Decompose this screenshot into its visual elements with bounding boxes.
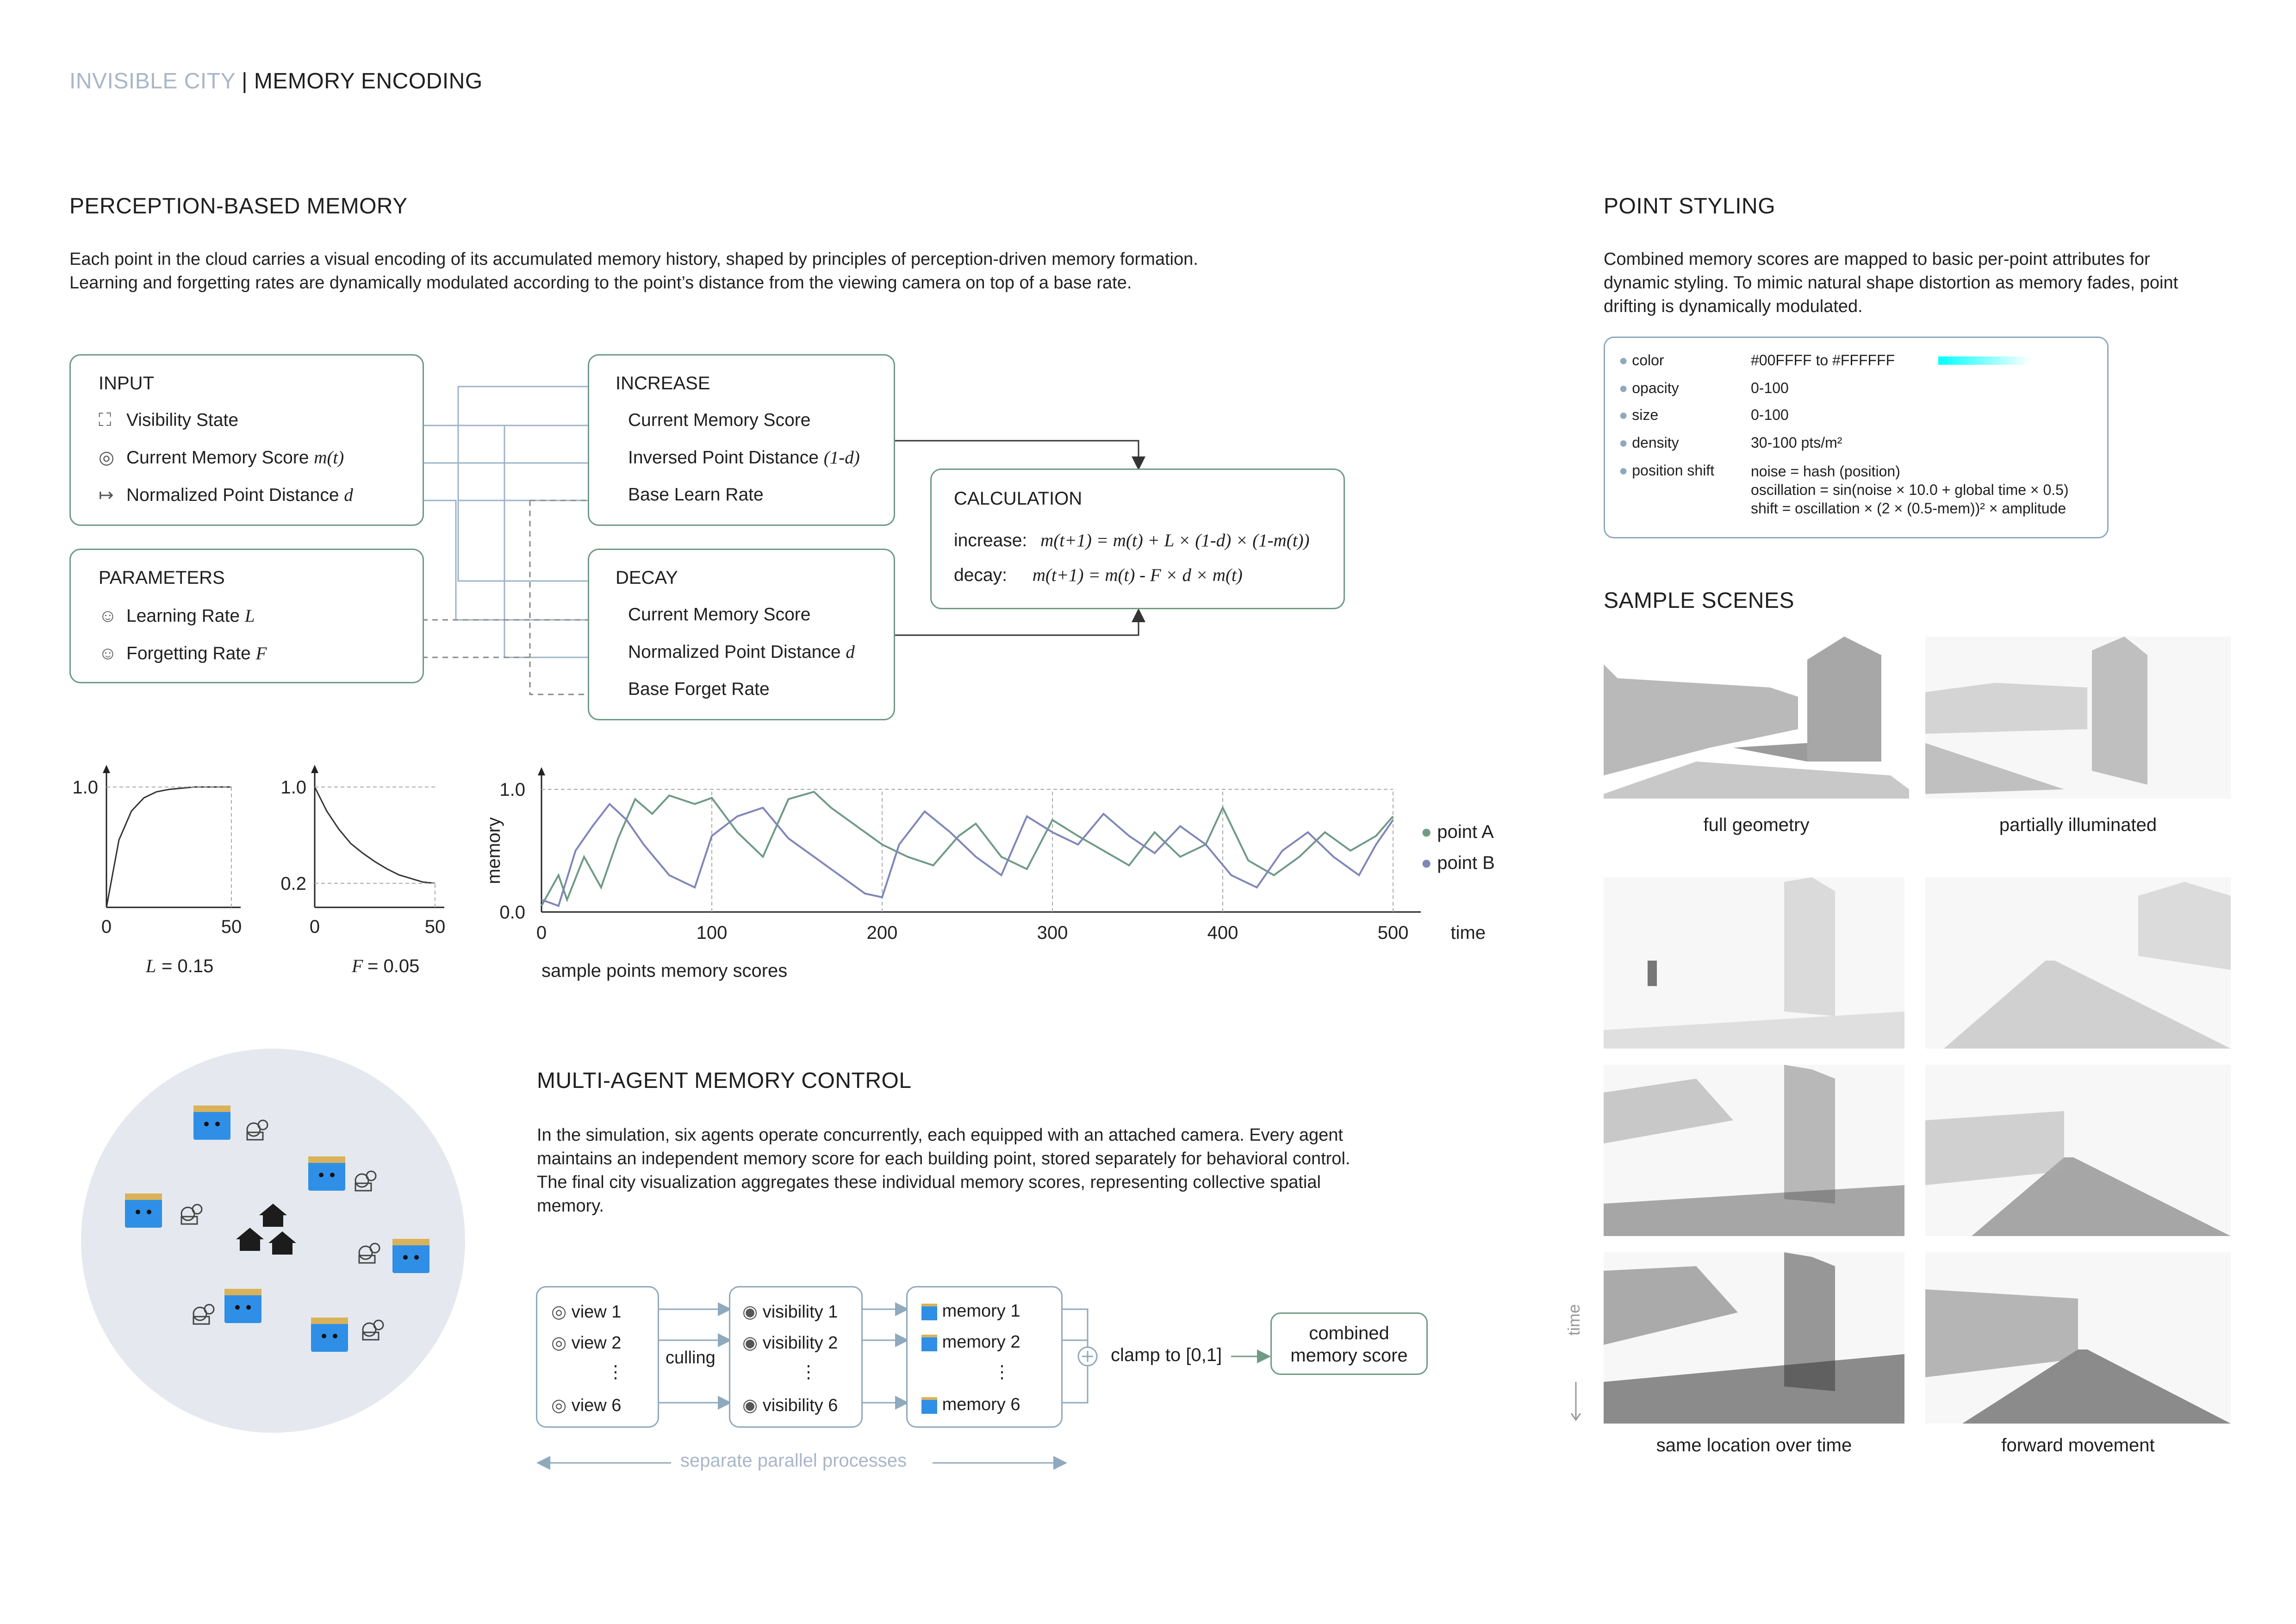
param-forgetting-rate: ☺ Forgetting Rate F [99,643,267,663]
view-item: ◎ view 6 [551,1396,622,1415]
parameters-box-title: PARAMETERS [99,568,225,588]
head-icon: ☺ [99,643,117,663]
agent-icon [921,1335,937,1351]
eye-icon: ◉ [742,1396,758,1415]
attr-value: 30-100 pts/m² [1751,434,1842,451]
color-gradient-swatch [1938,356,2031,365]
parallel-label: separate parallel processes [680,1450,907,1471]
attr-row: ● density [1619,434,1679,451]
distance-icon: ↦ [99,485,114,505]
memory-box [906,1286,1063,1428]
perception-line-2: Learning and forgetting rates are dynamically modulated according to the point’s distance from the viewing camera on top of a base rate. [69,273,1132,293]
input-box-title: INPUT [99,373,154,394]
attr-row: ● position shift [1619,462,1715,479]
visibility-item: ◉ visibility 1 [742,1302,838,1322]
caption-value: = 0.15 [162,956,214,976]
scene-forward-2-image [1925,1065,2231,1236]
increase-item: Current Memory Score [628,410,811,430]
memory-dots: ⋮ [993,1362,1011,1382]
memory-item: memory 2 [921,1332,1020,1352]
x-tick-label: 100 [696,923,728,943]
camera-icon: ◎ [551,1333,567,1353]
camera-icon: ◎ [551,1302,567,1322]
caption-symbol: F [352,956,363,976]
visibility-dots: ⋮ [800,1362,817,1382]
attr-row: ● color [1619,352,1664,369]
input-item-distance: ↦ Normalized Point Distance d [99,485,353,505]
view-item: ◎ view 2 [551,1333,622,1353]
y-axis-label: memory [484,817,504,884]
combined-memory-box [1270,1312,1428,1375]
camera-icon: ◎ [551,1396,567,1415]
y-tick-label: 1.0 [499,780,525,800]
memory-item: memory 1 [921,1301,1020,1321]
styling-attributes-box [1604,337,2109,538]
visibility-box [729,1286,863,1428]
y-tick-label: 1.0 [72,777,98,798]
x-tick-label: 0 [101,917,112,937]
chart-title: sample points memory scores [541,961,788,981]
memory-item: memory 6 [921,1395,1020,1415]
attr-value: noise = hash (position) oscillation = sin(noise × 10.0 + global time × 0.5) shift = oscillation × (2 × (0.5-mem))² × amplitude [1751,463,2069,517]
scene-same-location-label: same location over time [1656,1435,1852,1455]
x-tick-label: 0 [309,917,320,937]
decay-item: Normalized Point Distance d [628,642,855,662]
caption-symbol: L [146,956,156,976]
x-tick-label: 50 [424,917,446,937]
attr-row: ● opacity [1619,380,1679,396]
decay-item: Base Forget Rate [628,679,770,699]
x-axis-label: time [1450,923,1486,943]
scene-time-3-image [1604,1252,1904,1424]
x-tick-label: 0 [536,923,547,943]
scene-forward-movement-label: forward movement [2001,1435,2155,1455]
point-styling-paragraph [1604,248,2275,319]
calc-decay: decay: m(t+1) = m(t) - F × d × m(t) [954,565,1243,585]
brain-icon: ◎ [99,448,115,468]
perception-line-1: Each point in the cloud carries a visual encoding of its accumulated memory history, shaped by principles of perception-driven memory formation. [69,250,1198,269]
scene-partially-illuminated-label: partially illuminated [1999,815,2157,835]
view-item: ◎ view 1 [551,1302,622,1322]
x-tick-label: 500 [1377,923,1409,943]
y-tick-label: 1.0 [280,777,306,798]
calculation-title: CALCULATION [954,488,1083,509]
header-title-light: INVISIBLE CITY [69,69,236,94]
decay-item: Current Memory Score [628,605,811,625]
multi-agent-title: MULTI-AGENT MEMORY CONTROL [537,1068,912,1093]
scene-forward-1-image [1925,877,2231,1049]
input-item-visibility: ⛶ Visibility State [99,410,239,430]
x-tick-label: 50 [221,917,242,937]
eye-icon: ◉ [742,1333,758,1353]
header-title-dark: | MEMORY ENCODING [242,69,483,94]
scene-full-geometry-image [1604,637,1909,799]
param-learning-rate: ☺ Learning Rate L [99,606,255,626]
x-tick-label: 300 [1037,923,1068,943]
increase-item: Inversed Point Distance (1-d) [628,448,860,468]
calc-increase: increase: m(t+1) = m(t) + L × (1-d) × (1-m(t)) [954,531,1310,550]
visibility-item: ◉ visibility 2 [742,1333,838,1353]
visibility-item: ◉ visibility 6 [742,1396,838,1415]
combined-line: memory score [1290,1345,1408,1366]
attr-row: ● size [1619,406,1659,423]
head-icon: ☺ [99,606,117,626]
scene-partially-illuminated-image [1925,637,2231,799]
point-styling-line: Combined memory scores are mapped to basic per-point attributes for [1604,250,2150,269]
combined-line: combined [1309,1323,1389,1343]
legend-a: ● point A [1421,822,1494,842]
multi-agent-line: In the simulation, six agents operate concurrently, each equipped with an attached camera. Every agent [537,1125,1343,1145]
eye-icon: ◉ [742,1302,758,1322]
agent-icon [921,1397,937,1414]
sample-scenes-title: SAMPLE SCENES [1604,588,1794,613]
clamp-label: clamp to [0,1] [1111,1345,1222,1365]
multi-agent-line: maintains an independent memory score for each building point, stored separately for behavioral control. [537,1149,1350,1168]
point-styling-line: dynamic styling. To mimic natural shape distortion as memory fades, point [1604,273,2178,293]
visibility-icon: ⛶ [99,410,112,430]
view-dots: ⋮ [607,1362,624,1382]
legend-b: ● point B [1421,853,1495,873]
x-tick-label: 200 [866,923,898,943]
attr-value: 0-100 [1751,380,1789,396]
agent-icon [921,1304,937,1320]
input-item-memory: ◎ Current Memory Score m(t) [99,448,344,468]
scene-time-2-image [1604,1065,1904,1236]
perception-title: PERCEPTION-BASED MEMORY [69,194,408,219]
increase-item: Base Learn Rate [628,485,764,505]
views-box [536,1286,659,1428]
caption-value: = 0.05 [367,956,420,976]
multi-agent-line: The final city visualization aggregates these individual memory scores, representing collective spatial [537,1173,1321,1192]
culling-label: culling [666,1348,716,1368]
time-axis-label: time [1564,1304,1583,1336]
x-tick-label: 400 [1207,923,1238,943]
attr-value: 0-100 [1751,406,1789,423]
scene-forward-3-image [1925,1252,2231,1424]
increase-box-title: INCREASE [616,373,710,394]
y-tick-label: 0.0 [499,902,525,923]
scene-full-geometry-label: full geometry [1703,815,1810,835]
time-arrow [1569,1382,1583,1424]
multi-agent-line: memory. [537,1196,604,1216]
point-styling-title: POINT STYLING [1604,194,1776,219]
decay-box-title: DECAY [616,568,678,588]
point-styling-line: drifting is dynamically modulated. [1604,297,1863,316]
attr-value: #00FFFF to #FFFFFF [1751,352,1895,369]
y-tick-label: 0.2 [280,874,306,894]
scene-time-1-image [1604,877,1904,1049]
